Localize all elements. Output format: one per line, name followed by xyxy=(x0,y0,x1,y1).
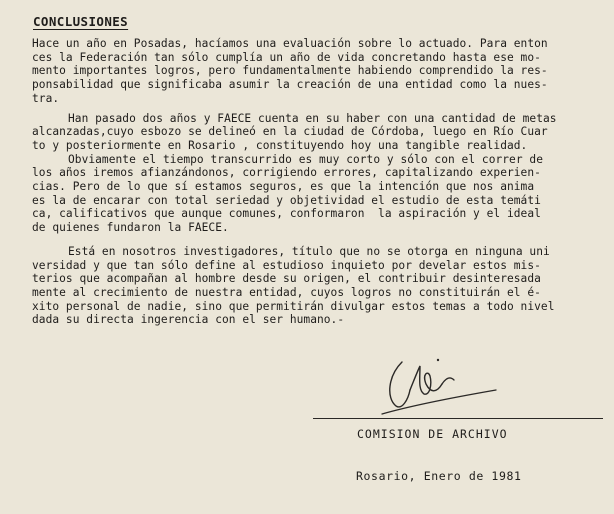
text-line: mento importantes logros, pero fundamentalmente habiendo comprendido la res- xyxy=(32,64,548,78)
text-line: Está en nosotros investigadores, título que no se otorga en ninguna uni xyxy=(68,244,550,258)
text-line: dada su directa ingerencia con el ser humano.- xyxy=(32,313,345,327)
text-line: Hace un año en Posadas, hacíamos una evaluación sobre lo actuado. Para enton xyxy=(32,37,548,50)
text-line: Obviamente el tiempo transcurrido es muy corto y sólo con el correr de xyxy=(68,152,543,166)
text-line: xito personal de nadie, sino que permitirán divulgar estos temas a todo nivel xyxy=(32,299,555,313)
text-line: mente al crecimiento de nuestra entidad, cuyos logros no constituirán el é- xyxy=(32,285,541,299)
paragraph-2 xyxy=(32,112,592,235)
text-line: ponsabilidad que significaba asumir la creación de una entidad como la nues- xyxy=(32,78,548,92)
text-line: to y posteriormente en Rosario , constituyendo hoy una tangible realidad. xyxy=(32,138,528,152)
text-line: es la de encarar con total seriedad y objetividad el estudio de esta temáti xyxy=(32,193,541,207)
text-line: de quienes fundaron la FAECE. xyxy=(32,221,229,235)
text-line: ces la Federación tan sólo cumplía un año de vida concretando hasta ese mo- xyxy=(32,50,541,64)
text-line: ca, calificativos que aunque comunes, conformaron la aspiración y el ideal xyxy=(32,207,541,221)
paragraph-1 xyxy=(32,37,592,106)
text-line: versidad y que tan sólo define al estudioso inquieto por develar estos mis- xyxy=(32,258,541,272)
text-line: Han pasado dos años y FAECE cuenta en su haber con una cantidad de metas xyxy=(68,111,557,125)
signature-line xyxy=(313,418,603,419)
paragraph-3 xyxy=(32,245,592,327)
text-line: terios que acompañan al hombre desde su origen, el contribuir desinteresada xyxy=(32,272,541,286)
document-heading: CONCLUSIONES xyxy=(33,14,129,29)
text-line: los años iremos afianzándonos, corrigiendo errores, capitalizando experien- xyxy=(32,166,541,180)
text-line: cias. Pero de lo que sí estamos seguros, es que la intención que nos anima xyxy=(32,180,535,194)
text-line: tra. xyxy=(32,91,60,105)
handwritten-signature xyxy=(380,354,500,418)
committee-name: COMISION DE ARCHIVO xyxy=(357,427,508,441)
date-line: Rosario, Enero de 1981 xyxy=(356,469,522,483)
text-line: alcanzadas,cuyo esbozo se delineó en la ciudad de Córdoba, luego en Río Cuar xyxy=(32,125,548,139)
document-body xyxy=(32,37,592,327)
